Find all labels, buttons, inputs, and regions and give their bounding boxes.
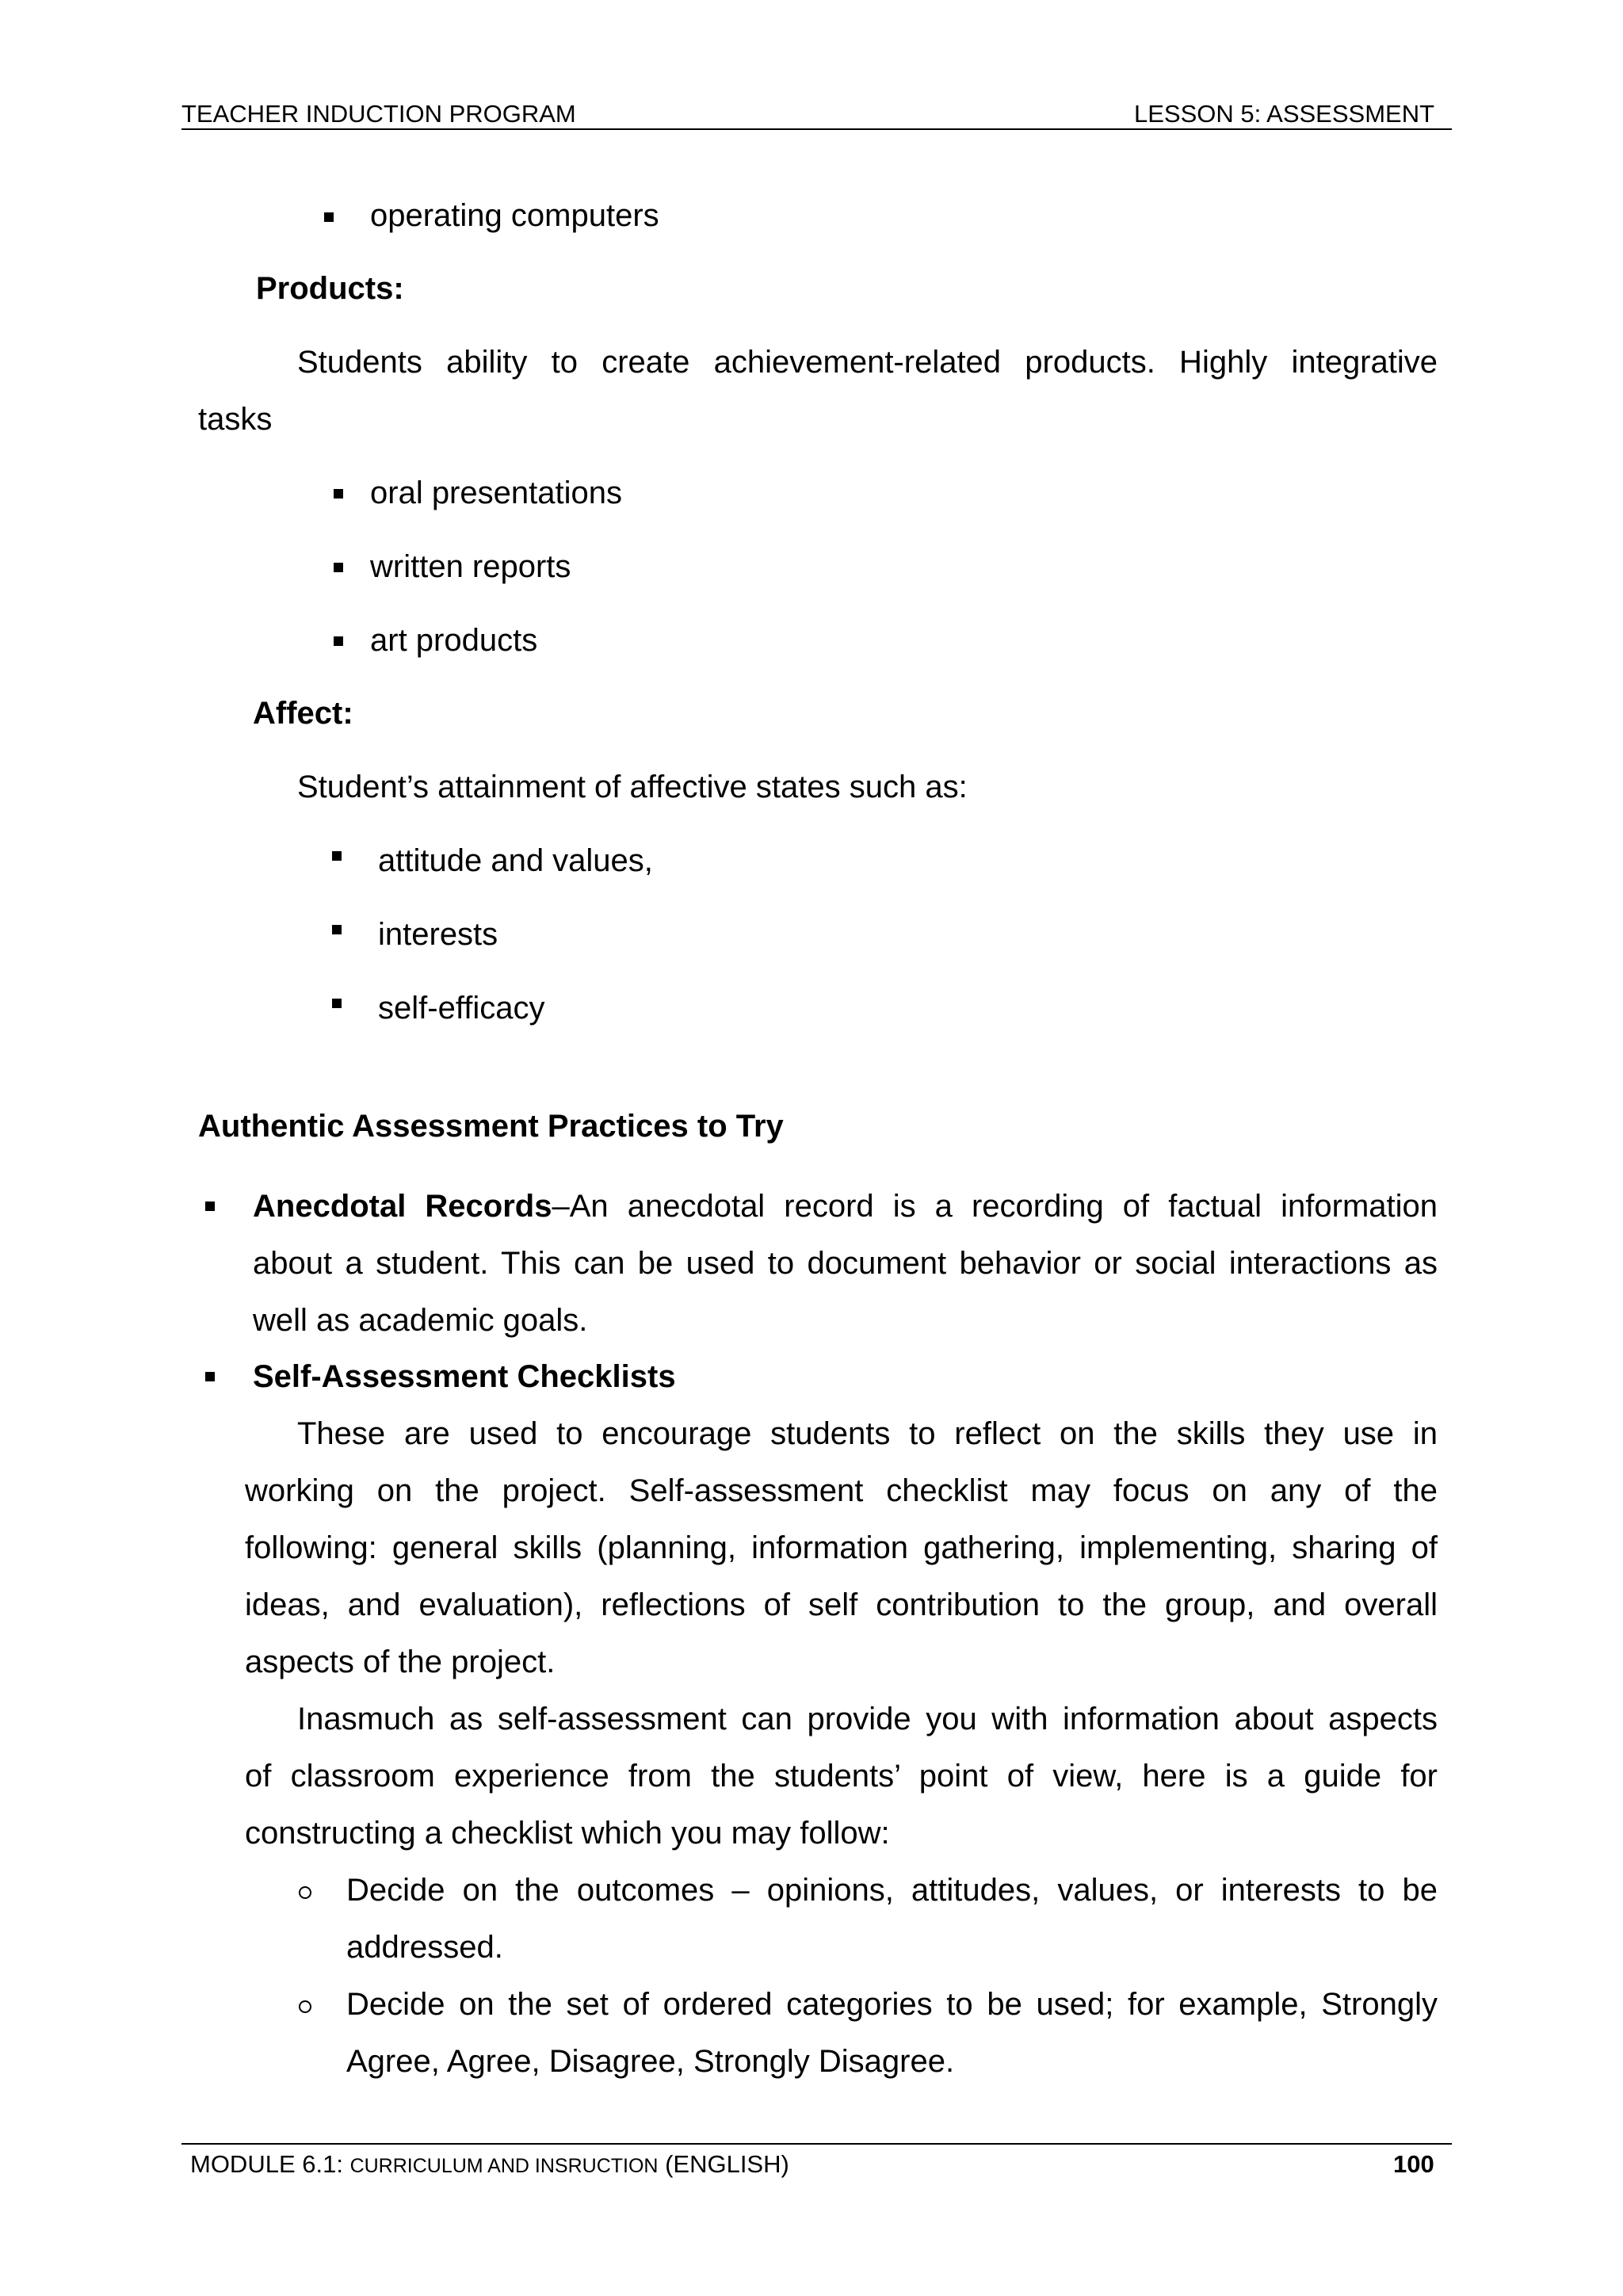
paragraph-line: following: general skills (planning, information gathering, implementing, sharing of bbox=[245, 1530, 1438, 1565]
bullet-circle-icon bbox=[299, 2000, 311, 2013]
paragraph-line: ideas, and evaluation), reflections of self contribution to the group, and overall bbox=[245, 1587, 1438, 1622]
step-line: Decide on the outcomes – opinions, attitudes, values, or interests to be bbox=[346, 1873, 1438, 1908]
paragraph-line: Inasmuch as self-assessment can provide you with information about aspects bbox=[297, 1702, 1438, 1736]
step-line: addressed. bbox=[346, 1930, 503, 1965]
paragraph-line: aspects of the project. bbox=[245, 1645, 556, 1679]
header-rule bbox=[181, 128, 1452, 130]
bullet-square-icon bbox=[334, 636, 343, 646]
bullet-square-icon bbox=[205, 1201, 215, 1211]
products-description-cont: tasks bbox=[198, 402, 273, 437]
self-assessment-heading: Self-Assessment Checklists bbox=[253, 1359, 676, 1394]
affect-intro: Student’s attainment of affective states such as: bbox=[297, 770, 968, 804]
step-line: Decide on the set of ordered categories to be used; for example, Strongly bbox=[346, 1987, 1438, 2022]
list-item: oral presentations bbox=[370, 476, 622, 510]
list-item: written reports bbox=[370, 549, 571, 584]
bullet-square-icon bbox=[332, 925, 342, 934]
bullet-square-icon bbox=[332, 999, 342, 1008]
bullet-square-icon bbox=[205, 1372, 215, 1381]
bullet-square-icon bbox=[324, 212, 334, 222]
bullet-square-icon bbox=[334, 489, 343, 499]
footer-module: MODULE 6.1: CURRICULUM AND INSRUCTION (ENGLISH) bbox=[190, 2150, 789, 2178]
list-item: art products bbox=[370, 623, 538, 658]
paragraph-line: working on the project. Self-assessment checklist may focus on any of the bbox=[245, 1473, 1438, 1508]
paragraph-line: constructing a checklist which you may follow: bbox=[245, 1816, 890, 1851]
step-line: Agree, Agree, Disagree, Strongly Disagree. bbox=[346, 2044, 955, 2079]
anecdotal-records-definition: –An anecdotal record is a recording of factual information bbox=[552, 1189, 1438, 1224]
running-header-left: TEACHER INDUCTION PROGRAM bbox=[181, 100, 576, 128]
products-description: Students ability to create achievement-related products. Highly integrative bbox=[297, 345, 1438, 380]
section-heading: Authentic Assessment Practices to Try bbox=[198, 1109, 784, 1144]
bullet-square-icon bbox=[332, 851, 342, 861]
anecdotal-records-line1 bbox=[253, 1189, 1438, 1224]
list-item: attitude and values, bbox=[378, 843, 653, 878]
paragraph-line: of classroom experience from the students’ point of view, here is a guide for bbox=[245, 1759, 1438, 1794]
list-item: operating computers bbox=[370, 198, 659, 233]
anecdotal-records-line3: well as academic goals. bbox=[253, 1303, 588, 1338]
paragraph-line: These are used to encourage students to reflect on the skills they use in bbox=[297, 1416, 1438, 1451]
page-number: 100 bbox=[1393, 2150, 1434, 2178]
list-item: interests bbox=[378, 917, 498, 952]
list-item: self-efficacy bbox=[378, 991, 545, 1026]
anecdotal-records-term: Anecdotal Records bbox=[253, 1189, 552, 1224]
bullet-square-icon bbox=[334, 563, 343, 572]
footer-rule bbox=[181, 2143, 1452, 2145]
affect-heading: Affect: bbox=[253, 696, 353, 731]
products-heading: Products: bbox=[256, 271, 404, 306]
running-header-right: LESSON 5: ASSESSMENT bbox=[1134, 100, 1435, 128]
bullet-circle-icon bbox=[299, 1886, 311, 1899]
anecdotal-records-line2: about a student. This can be used to document behavior or social interactions as bbox=[253, 1246, 1438, 1281]
